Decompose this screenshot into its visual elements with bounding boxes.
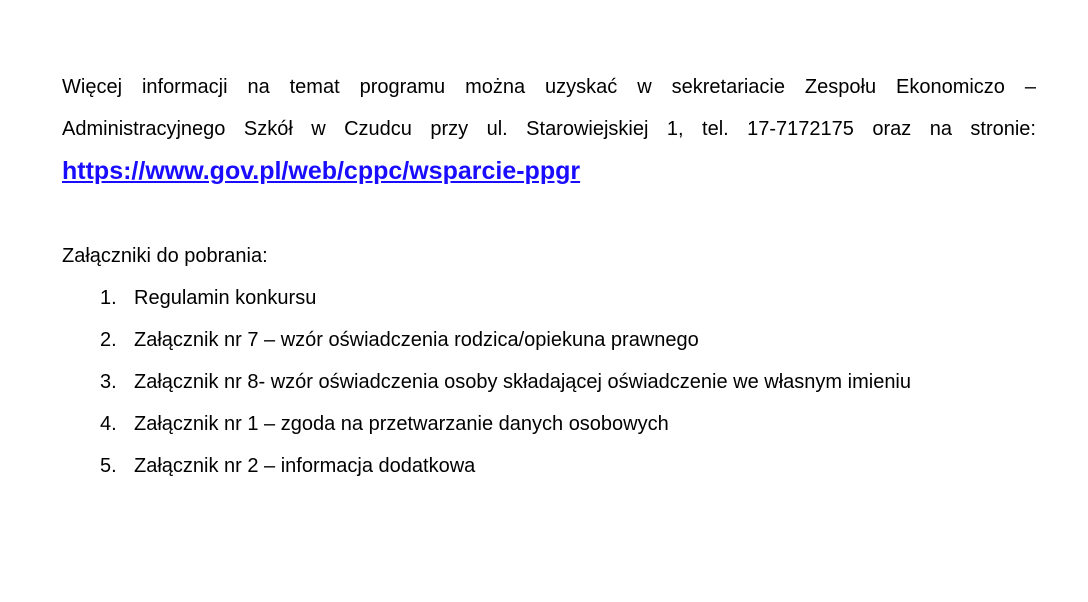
intro-paragraph [62, 66, 1036, 194]
attachment-item[interactable] [62, 361, 1036, 403]
attachment-label: Regulamin konkursu [134, 287, 317, 309]
attachment-item[interactable] [62, 403, 1036, 445]
attachment-item[interactable] [62, 319, 1036, 361]
attachment-item[interactable] [62, 277, 1036, 319]
attachments-list [62, 277, 1036, 487]
attachment-item[interactable] [62, 445, 1036, 487]
attachment-label: Załącznik nr 1 – zgoda na przetwarzanie danych osobowych [134, 413, 669, 435]
attachment-label: Załącznik nr 7 – wzór oświadczenia rodzica/opiekuna prawnego [134, 329, 699, 351]
intro-text: Więcej informacji na temat programu można uzyskać w sekretariacie Zespołu Ekonomiczo – Administracyjnego Szkół w Czudcu przy ul. Starowiejskiej 1, tel. 17-7172175 oraz na stronie: [62, 76, 1036, 140]
attachment-number: 5. [100, 455, 117, 477]
attachment-label: Załącznik nr 8- wzór oświadczenia osoby składającej oświadczenie we własnym imieniu [134, 371, 912, 393]
program-link[interactable]: https://www.gov.pl/web/cppc/wsparcie-ppgr [62, 157, 581, 185]
attachments-heading: Załączniki do pobrania: [62, 245, 268, 267]
attachment-number: 4. [100, 413, 117, 435]
attachment-number: 2. [100, 329, 117, 351]
document-page [62, 66, 1036, 487]
attachment-label: Załącznik nr 2 – informacja dodatkowa [134, 455, 476, 477]
attachment-number: 3. [100, 371, 117, 393]
attachment-number: 1. [100, 287, 117, 309]
